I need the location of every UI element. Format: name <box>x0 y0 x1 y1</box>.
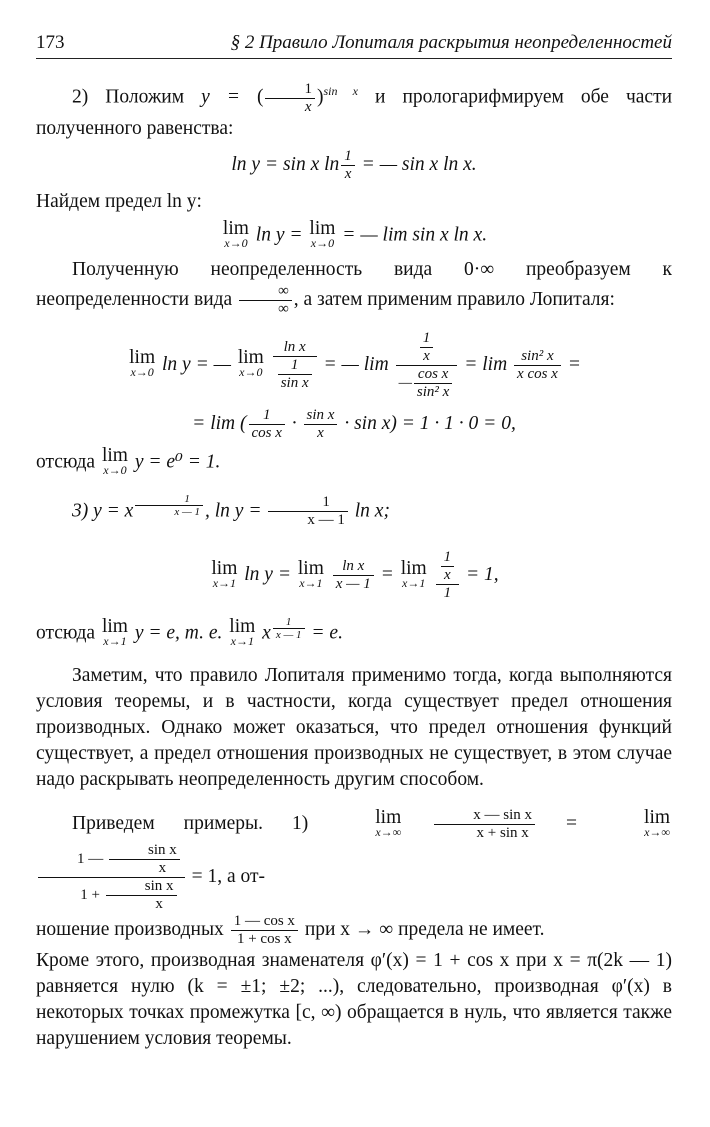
fraction: $\frac{1}{x}$ <box>265 81 315 116</box>
transform-paragraph: Полученную неопределенность вида 0·∞ преобразуем к неопределенности вида $\frac{\infty}{\infty}$ , а затем применим правило Лопиталя: <box>36 258 672 317</box>
formula-chain-result: = lim ( $\frac{1}{\text{cos x}}$ · $\frac{\text{sin x}}{x}$ · sin x) = 1 · 1 · 0 = 0, <box>192 406 516 441</box>
examples-line: Приведем примеры. 1) lim x→∞ $\frac{\text{x — sin x}}{\text{x + sin x}}$ = lim x→∞ 1 — $\frac{\text{sin x}}{x}$ 1 + $\frac{\text{sin x}}{x}$ = 1, а от- <box>36 807 672 913</box>
page-number: 173 <box>36 32 65 53</box>
item3-line: 3) y = x $^{\frac{1}{x — 1}}$ , ln y = $\frac{1}{x — 1}$ ln x; <box>72 493 390 529</box>
formula-lim-3: lim x→1 ln y = lim x→1 $\frac{\text{ln x}}{x — 1}$ = lim x→1 $\frac{\frac{1}{x}}{1}$ = 1, <box>211 549 499 602</box>
remark-paragraph: Заметим, что правило Лопиталя применимо тогда, когда выполняются условия теоремы, и в частности, когда существует предел отношения производных. Однако может оказаться, что предел отношения функций существует, а предел отношения производных не существует, в этом случае надо раскрывать неопределенность другим способом. <box>36 665 672 791</box>
final-paragraph: Кроме этого, производная знаменателя φ′(x) = 1 + cos x при x = π(2k — 1) равняется нулю (k = ±1; ±2; ...), следовательно, производная φ′(x) в некоторых точках промежутка [c, ∞) обращается в нуль, что является также нарушением условия теоремы. <box>36 950 672 1050</box>
find-limit-line: Найдем предел ln y: <box>36 190 202 212</box>
item2-paragraph: 2) Положим y = ( $\frac{1}{x}$ )$^{sin x}$ и прологарифмируем обе части полученного равенства: <box>36 80 673 139</box>
hence-line-2: отсюда lim x→1 y = e, т. е. lim x→1 x $^{\frac{1}{x — 1}}$ = e. <box>36 615 343 649</box>
running-title: § 2 Правило Лопиталя раскрытия неопределенностей <box>230 32 672 53</box>
hence-line-1: отсюда lim x→0 y = e⁰ = 1. <box>36 444 221 477</box>
ratio-line: ношение производных $\frac{\text{1 — cos x}}{\text{1 + cos x}}$ при x → ∞ предела не имеет. <box>36 913 545 948</box>
page-header <box>36 28 672 59</box>
page-body <box>36 78 672 1052</box>
formula-lopital-chain: lim x→0 ln y = — lim x→0 $\frac{\text{ln x}}{\frac{1}{\text{sin x}}}$ = — lim $\frac{1}{x}$ — $\frac{\text{cos x}}{\text{sin² x}}$ = lim $\frac{\text{sin² x}}{\text{x cos x}}$ = <box>129 329 581 400</box>
formula-limit-ln-y: lim x→0 ln y = lim x→0 = — lim sin x ln x. <box>222 217 488 250</box>
formula-ln-y: ln y = sin x ln $\frac{1}{x}$ = — sin x ln x. <box>231 147 477 182</box>
